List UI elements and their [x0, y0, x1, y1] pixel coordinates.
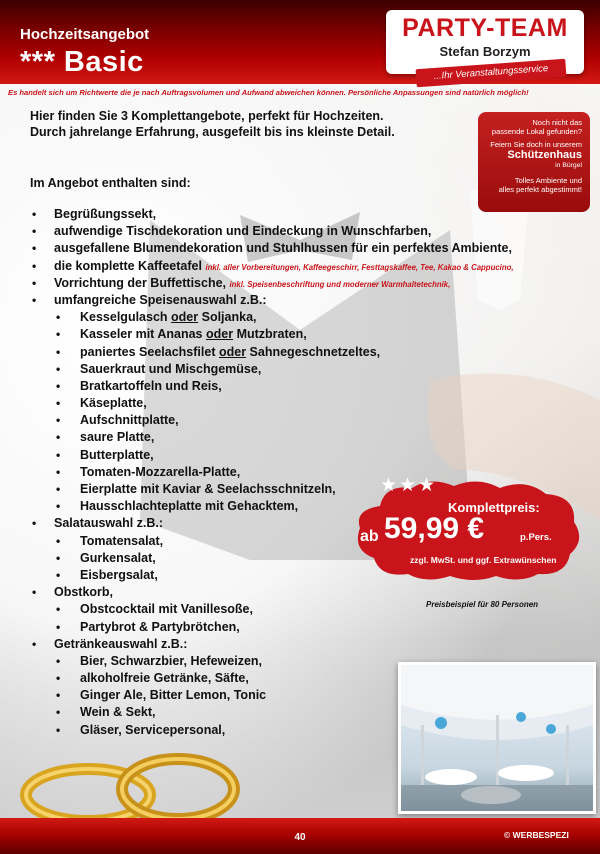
party-team-logo [386, 10, 584, 90]
sub-list-item [30, 447, 570, 464]
bullet-icon: • [56, 619, 61, 634]
bullet-icon: • [32, 258, 37, 273]
sub-list-item [30, 412, 570, 429]
item-text: Bier, Schwarzbier, Hefeweizen, [80, 653, 263, 668]
bullet-icon: • [56, 567, 61, 582]
bullet-icon: • [56, 533, 61, 548]
bullet-icon: • [56, 378, 61, 393]
bullet-icon: • [56, 722, 61, 737]
item-text: saure Platte, [80, 430, 155, 445]
price-note: zzgl. MwSt. und ggf. Extrawünschen [410, 555, 557, 565]
bullet-icon: • [56, 430, 61, 445]
logo-name: PARTY-TEAM [402, 14, 568, 42]
item-text: Sauerkraut und Mischgemüse, [80, 361, 262, 376]
item-text: die komplette Kaffeetafel [54, 258, 202, 273]
item-text: Partybrot & Partybrötchen, [80, 619, 240, 634]
item-text: Begrüßungssekt, [54, 207, 157, 221]
bullet-icon: • [56, 447, 61, 462]
sub-list-item [30, 619, 570, 636]
item-text: Obstkorb, [54, 585, 114, 600]
logo-owner: Stefan Borzym [439, 44, 531, 59]
bullet-icon: • [32, 275, 37, 290]
item-text: Sahnegeschnetzeltes, [249, 344, 381, 359]
bullet-icon: • [32, 292, 37, 307]
bullet-icon: • [32, 207, 37, 221]
item-note: inkl. aller Vorbereitungen, Kaffeegeschirr, Festtagskaffee, Tee, Kakao & Cappucino, [205, 262, 514, 272]
bullet-icon: • [56, 413, 61, 428]
intro-line-1: Hier finden Sie 3 Komplettangebote, perfekt für Hochzeiten. [30, 109, 384, 123]
bullet-icon: • [56, 344, 61, 359]
item-text: Hausschlachteplatte mit Gehacktem, [80, 499, 299, 514]
item-text: umfangreiche Speisenauswahl z.B.: [54, 292, 267, 307]
bullet-icon: • [32, 516, 37, 531]
item-conjunction: oder [218, 344, 247, 359]
bullet-icon: • [32, 585, 37, 600]
item-text: Kesselgulasch [80, 310, 168, 325]
intro-line-2: Durch jahrelange Erfahrung, ausgefeilt bis ins kleinste Detail. [30, 125, 395, 139]
item-text: Kasseler mit Ananas [80, 327, 203, 342]
item-text: Wein & Sekt, [80, 705, 156, 720]
item-text: Salatauswahl z.B.: [54, 516, 164, 531]
page-number: 40 [294, 832, 306, 843]
bullet-icon: • [56, 550, 61, 565]
venue-photo [398, 662, 596, 814]
ad-line-1: Noch nicht das [532, 118, 582, 127]
offer-title: *** Basic [20, 46, 144, 78]
list-item [30, 206, 570, 223]
price-value: 59,99 € [384, 512, 485, 545]
sub-list-item [30, 395, 570, 412]
item-conjunction: oder [171, 310, 199, 325]
copyright: © WERBESPEZI [504, 830, 569, 840]
price-caption: Preisbeispiel für 80 Personen [426, 600, 539, 609]
bullet-icon: • [56, 653, 61, 668]
list-item [30, 223, 570, 240]
bullet-icon: • [56, 464, 61, 479]
sub-list-item [30, 361, 570, 378]
ad-line-6: alles perfekt abgestimmt! [498, 185, 582, 194]
item-text: Käseplatte, [80, 396, 147, 411]
item-text: aufwendige Tischdekoration und Eindeckung in Wunschfarben, [54, 224, 432, 239]
item-text: Tomaten-Mozzarella-Platte, [80, 464, 241, 479]
bullet-icon: • [56, 602, 61, 617]
bullet-icon: • [56, 688, 61, 703]
ad-line-2: passende Lokal gefunden? [491, 127, 582, 136]
list-item [30, 275, 570, 292]
item-conjunction: oder [206, 327, 234, 342]
ad-location: in Bürgel [555, 162, 582, 169]
offer-list [30, 206, 570, 739]
ad-line-5: Tolles Ambiente und [514, 176, 582, 185]
sub-list-item [30, 429, 570, 446]
item-note: inkl. Speisenbeschriftung und moderner Warmhaltetechnik, [229, 279, 451, 289]
item-text: Ginger Ale, Bitter Lemon, Tonic [80, 688, 267, 703]
item-text: Aufschnittplatte, [80, 413, 179, 428]
item-text: Butterplatte, [80, 447, 154, 462]
sub-list-item [30, 344, 570, 361]
section-title: Im Angebot enthalten sind: [30, 176, 191, 190]
bullet-icon: • [32, 224, 37, 239]
intro-text [30, 108, 470, 140]
item-text: Getränkeauswahl z.B.: [54, 636, 188, 651]
item-text: Soljanka, [201, 310, 257, 325]
list-item [30, 292, 570, 309]
item-text: alkoholfreie Getränke, Säfte, [80, 671, 249, 686]
bullet-icon: • [56, 499, 61, 514]
item-text: Eisbergsalat, [80, 567, 158, 582]
item-text: Eierplatte mit Kaviar & Seelachsschnitzeln, [80, 482, 336, 496]
ad-venue-name: Schützenhaus [507, 149, 582, 161]
star-icon: ★★★ [380, 475, 438, 496]
list-item [30, 636, 570, 653]
bullet-icon: • [32, 636, 37, 651]
venue-ad-box [478, 112, 590, 212]
item-text: paniertes Seelachsfilet [80, 344, 216, 359]
item-text: Gläser, Servicepersonal, [80, 722, 226, 737]
list-item [30, 258, 570, 275]
item-text: Vorrichtung der Buffettische, [54, 275, 227, 290]
bullet-icon: • [56, 671, 61, 686]
bullet-icon: • [56, 310, 61, 325]
item-text: Bratkartoffeln und Reis, [80, 378, 222, 393]
ad-line-3: Feiern Sie doch in unserem [490, 140, 582, 149]
price-unit: p.Pers. [520, 532, 552, 543]
list-item [30, 240, 570, 257]
item-text: Mutzbraten, [236, 327, 307, 342]
disclaimer: Es handelt sich um Richtwerte die je nach Auftragsvolumen und Aufwand abweichen können. Persönliche Anpassungen sind natürlich möglich! [8, 88, 529, 97]
list-item [30, 584, 570, 601]
bullet-icon: • [56, 361, 61, 376]
logo-slogan: ...Ihr Veranstaltungsservice [416, 59, 567, 87]
venue-photo-illustration [401, 665, 593, 811]
item-text: ausgefallene Blumendekoration und Stuhlhussen für ein perfektes Ambiente, [54, 241, 512, 256]
sub-list-item [30, 378, 570, 395]
price-label: Komplettpreis: [448, 500, 540, 515]
bullet-icon: • [32, 241, 37, 256]
sub-list-item [30, 309, 570, 326]
bullet-icon: • [56, 327, 61, 342]
bullet-icon: • [56, 705, 61, 720]
bullet-icon: • [56, 482, 61, 496]
item-text: Gurkensalat, [80, 550, 156, 565]
price-prefix: ab [360, 528, 379, 545]
header-title: Hochzeitsangebot [20, 26, 150, 43]
sub-list-item [30, 326, 570, 343]
price-badge [350, 476, 585, 582]
bullet-icon: • [56, 396, 61, 411]
item-text: Obstcocktail mit Vanillesoße, [80, 602, 253, 617]
item-text: Tomatensalat, [80, 533, 164, 548]
